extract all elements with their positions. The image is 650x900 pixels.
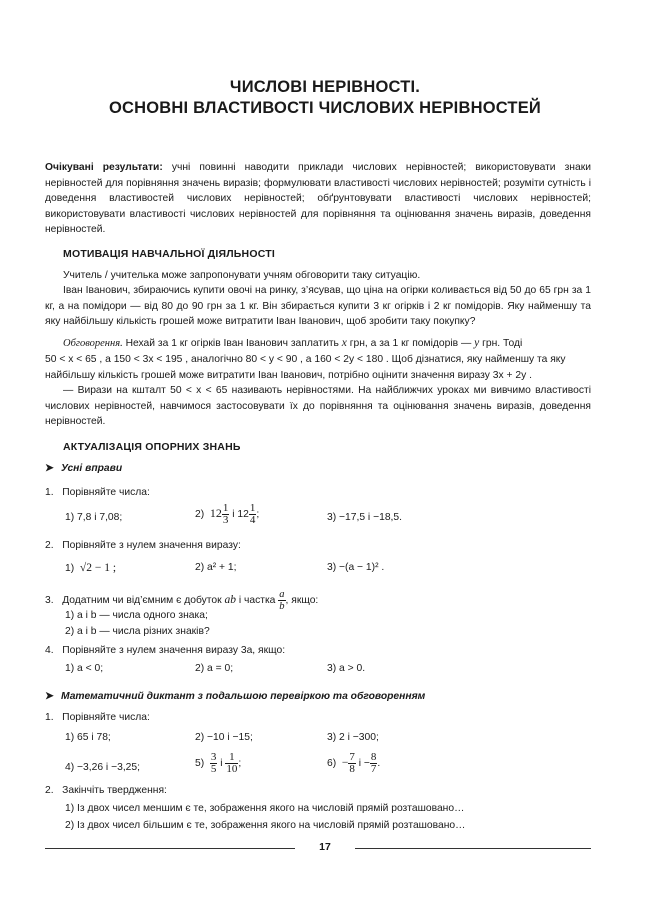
task-4 <box>45 645 285 656</box>
discussion-label: Обговорення. <box>63 338 123 349</box>
t2-item-3: 3) −(a − 1)² . <box>327 562 385 573</box>
connector: і 12 <box>229 509 249 521</box>
fraction: $\frac{1}{4}$ <box>249 502 256 526</box>
t4-item-3: 3) a > 0. <box>327 663 366 674</box>
section-heading-actualization: АКТУАЛІЗАЦІЯ ОПОРНИХ ЗНАНЬ <box>63 441 241 453</box>
var-ab: ab <box>224 594 236 607</box>
motivation-p2: Іван Іванович, збираючись купити овочі на ринку, з’ясував, що ціна на огірки коливається від 50 до 65 грн за 1 кг, а на помідори — від 80 до 90 грн за 1 кг. Він збирається купити 3 кг огірків і 2 кг помідорів. Яку найменшу та яку найбільшу кількість грошей може витратити Іван Іванович, щоб зробити таку покупку? <box>45 285 591 327</box>
t4-item-2: 2) a = 0; <box>195 663 234 674</box>
connector: і <box>217 758 226 770</box>
t1-item-3: 3) −17,5 і −18,5. <box>327 512 402 523</box>
t1-item-1: 1) 7,8 і 7,08; <box>65 512 123 523</box>
page-title-line-1: ЧИСЛОВІ НЕРІВНОСТІ. <box>229 78 421 96</box>
task-text: Порівняйте з нулем значення виразу: <box>62 540 241 551</box>
sqrt-expression: √2 − 1 ; <box>79 562 117 574</box>
discussion-text-a: Нехай за 1 кг огірків Іван Іванович заплатить <box>122 338 342 349</box>
dictation-task-1: 1. Порівняйте числа: <box>45 712 150 723</box>
fraction-a-over-b: $\frac{a}{b}$ <box>279 589 285 612</box>
expected-results-label: Очікувані результати: <box>45 162 163 173</box>
task-text: Закінчіть твердження: <box>62 785 167 796</box>
task-number: 3. <box>45 595 54 607</box>
oral-exercises-text: Усні вправи <box>61 463 123 474</box>
var-y: y <box>474 337 480 349</box>
fraction: $\frac{1}{10}$ <box>226 751 238 775</box>
arrow-icon: ➤ <box>45 463 54 474</box>
task-2 <box>45 540 241 551</box>
page-number: 17 <box>319 841 331 853</box>
connector: і − <box>355 758 370 770</box>
expected-results <box>45 160 591 238</box>
task-number: 1. <box>45 487 54 498</box>
discussion-text-c: грн. Тоді <box>479 338 523 349</box>
motivation-p4: — Вирази на кшталт 50 < x < 65 називають нерівностями. На найближчих уроках ми вивчимо властивості числових нерівностей, навчимося застосовувати їх до порівняння та оцінювання значень виразів, доведення нерівностей. <box>45 385 591 427</box>
discussion-text-b: грн, а за 1 кг помідорів — <box>346 338 475 349</box>
d1-item-3: 3) 2 і −300; <box>327 732 379 743</box>
task-text: Порівняйте числа: <box>62 712 150 723</box>
footer-rule-left <box>45 848 295 849</box>
d1-item-2: 2) −10 і −15; <box>195 732 253 743</box>
fraction: $\frac{7}{8}$ <box>349 751 355 775</box>
punct: ; <box>256 509 260 521</box>
task-text: Порівняйте числа: <box>62 487 150 498</box>
motivation-p3 <box>45 336 591 352</box>
task-text: Порівняйте з нулем значення виразу 3a, якщо: <box>62 645 286 656</box>
motivation-p1: Учитель / учителька може запропонувати учням обговорити таку ситуацію. <box>63 270 421 281</box>
dictation-task-2: 2. Закінчіть твердження: <box>45 785 167 796</box>
task-text-c: , якщо: <box>285 595 319 607</box>
task-number: 4. <box>45 645 54 656</box>
d1-item-6: 6) − $\frac{7}{8}$ і − $\frac{8}{7}$ . <box>327 751 381 775</box>
t2-item-1 <box>65 561 116 576</box>
arrow-icon: ➤ <box>45 691 54 702</box>
section-heading-motivation: МОТИВАЦІЯ НАВЧАЛЬНОЇ ДІЯЛЬНОСТІ <box>63 248 275 260</box>
d1-item-5 <box>195 752 241 775</box>
item-number: 6) <box>327 758 337 770</box>
dictation-label <box>45 690 425 702</box>
punct: . <box>377 758 381 770</box>
t4-item-1: 1) a < 0; <box>65 663 104 674</box>
item-number: 1) <box>65 563 75 574</box>
t3-item-2: 2) a і b — числа різних знаків? <box>65 626 210 637</box>
footer-rule-right <box>355 848 591 849</box>
expected-results-text: учні повинні наводити приклади числових нерівностей; використовувати знаки нерівностей для порівняння значень виразів; формулювати властивості числових нерівностей; розуміти сутність і доведення властивостей числових нерівностей; обґрунтовувати властивості числових нерівностей; використовувати властивості числових нерівностей для порівняння та оцінювання значень виразів, доведення нерівностей. <box>45 162 591 235</box>
d1-item-1: 1) 65 і 78; <box>65 732 111 743</box>
item-number: 2) <box>195 509 205 521</box>
dictation-text: Математичний диктант з подальшою перевіркою та обговоренням <box>61 691 426 702</box>
task-number: 2. <box>45 540 54 551</box>
motivation-p3-line3: найбільшу кількість грошей може витратити Іван Іванович, потрібно оцінити значення виразу 3x + 2y . <box>45 370 532 381</box>
t3-item-1: 1) a і b — числа одного знака; <box>65 610 208 621</box>
task-text-b: і частка <box>235 595 279 607</box>
fraction: $\frac{1}{3}$ <box>222 502 229 526</box>
d1-item-4: 4) −3,26 і −3,25; <box>65 762 140 773</box>
t2-item-2: 2) a² + 1; <box>195 562 237 573</box>
task-1 <box>45 487 150 498</box>
fraction: $\frac{3}{5}$ <box>210 751 217 775</box>
item-number: 5) <box>195 758 205 770</box>
t1-item-2 <box>195 503 259 526</box>
statement-2: 2) Із двох чисел більшим є те, зображення якого на числовій прямій розташовано… <box>65 820 466 831</box>
punct: ; <box>238 758 242 770</box>
motivation-p3-line2: 50 < x < 65 , а 150 < 3x < 195 , аналогічно 80 < y < 90 , а 160 < 2y < 180 . Щоб дізнатися, яку найменшу та яку <box>45 354 566 365</box>
statement-1: 1) Із двох чисел меншим є те, зображення якого на числовій прямій розташовано… <box>65 803 465 814</box>
oral-exercises-label <box>45 462 122 474</box>
var-x: x <box>341 337 347 349</box>
whole-part: 12 <box>209 506 222 521</box>
fraction: $\frac{8}{7}$ <box>370 751 377 775</box>
task-text-a: Додатним чи від’ємним є добуток <box>62 595 225 607</box>
page-title-line-2: ОСНОВНІ ВЛАСТИВОСТІ ЧИСЛОВИХ НЕРІВНОСТЕЙ <box>109 99 541 117</box>
